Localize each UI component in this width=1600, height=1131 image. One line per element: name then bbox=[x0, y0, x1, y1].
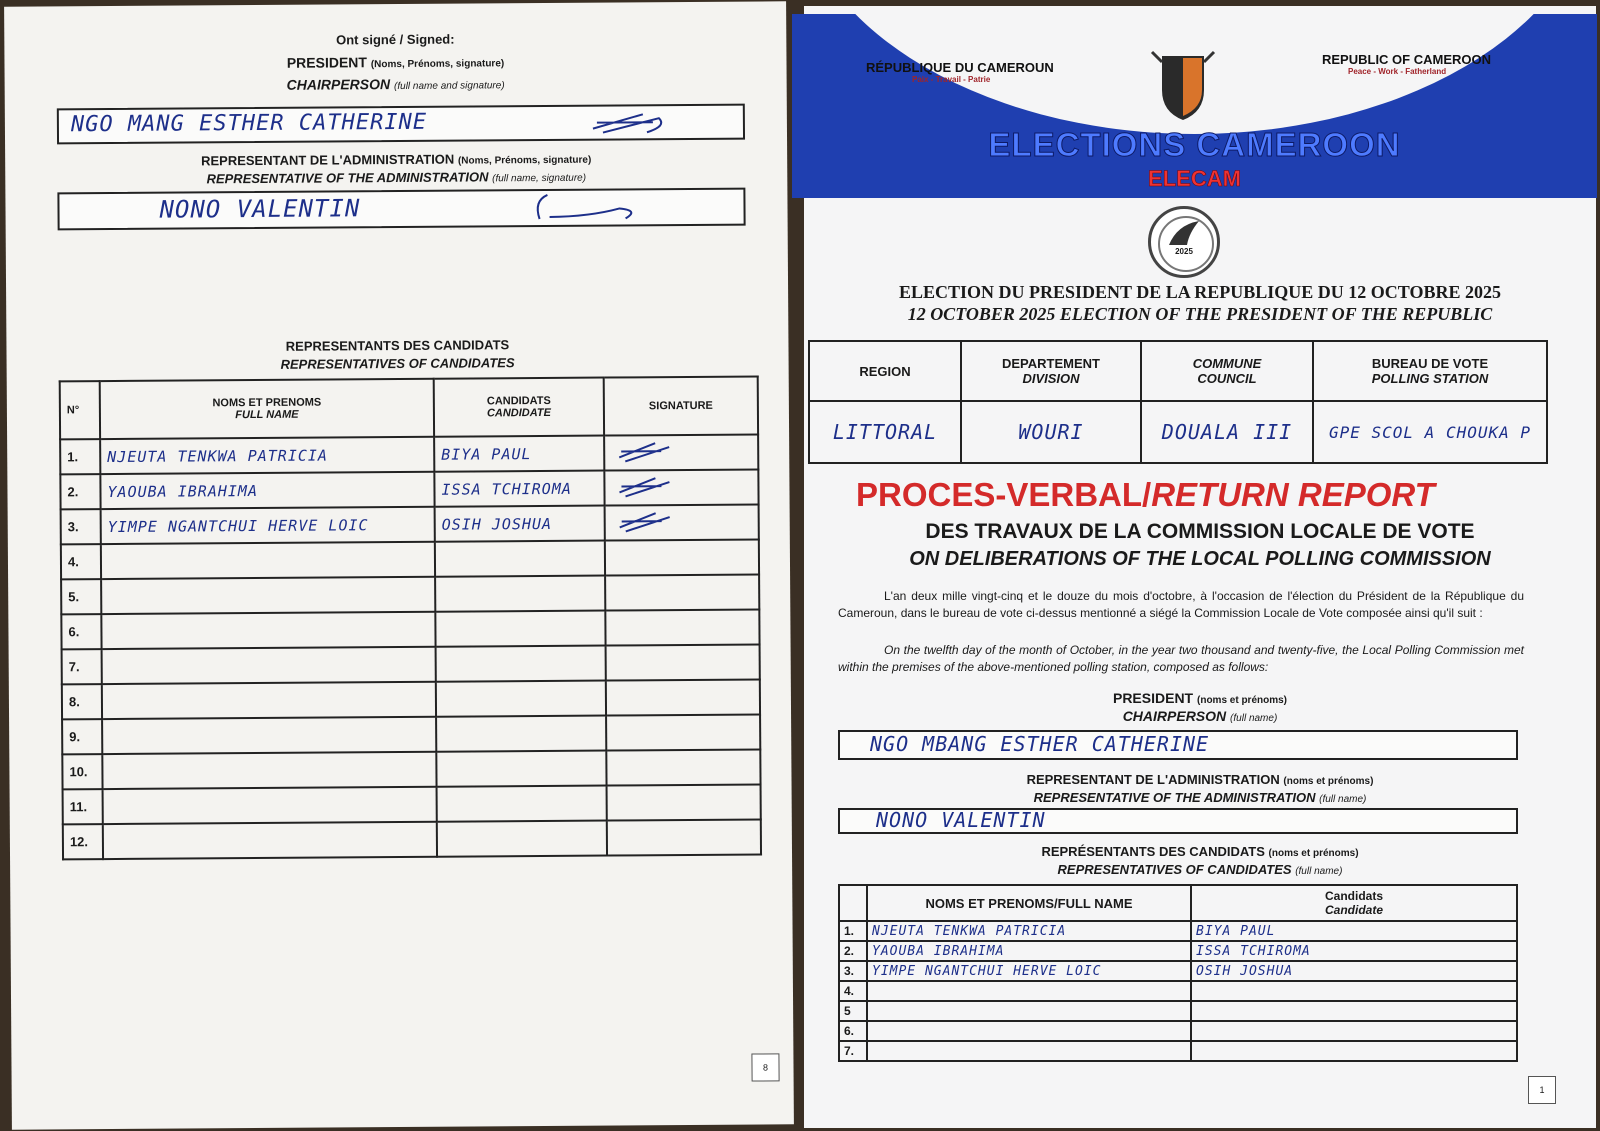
coat-of-arms-icon bbox=[1148, 50, 1218, 122]
table-row bbox=[61, 574, 759, 614]
admin-name-box bbox=[57, 188, 745, 231]
location-table bbox=[808, 340, 1548, 464]
row-full-name bbox=[102, 647, 436, 684]
row-signature bbox=[605, 539, 759, 575]
row-number: 11. bbox=[63, 789, 103, 824]
right-admin-name: NONO VALENTIN bbox=[876, 808, 1046, 832]
row-number: 7. bbox=[62, 649, 102, 684]
row-signature bbox=[606, 749, 760, 785]
row-candidate bbox=[1191, 1021, 1517, 1041]
row-candidate bbox=[436, 646, 606, 682]
right-president-box bbox=[838, 730, 1518, 760]
table-row bbox=[60, 434, 758, 474]
row-number: 1. bbox=[839, 921, 867, 941]
right-admin-label: REPRESENTANT DE L'ADMINISTRATION (noms et prénoms) bbox=[1026, 772, 1374, 787]
right-reps-table bbox=[838, 884, 1518, 1062]
row-candidate: BIYA PAUL bbox=[1191, 921, 1517, 941]
row-candidate bbox=[436, 716, 606, 752]
signature-mark bbox=[612, 509, 682, 533]
seal-year: 2025 bbox=[1175, 247, 1193, 256]
row-number: 12. bbox=[63, 824, 103, 859]
right-col-candidate-header: Candidats Candidate bbox=[1191, 885, 1517, 921]
table-row bbox=[839, 1041, 1517, 1061]
row-signature bbox=[605, 574, 759, 610]
row-full-name bbox=[867, 1021, 1191, 1041]
right-reps-label: REPRÉSENTANTS DES CANDIDATS (noms et prénoms) bbox=[1041, 844, 1359, 859]
table-row bbox=[63, 784, 761, 824]
table-row bbox=[839, 1001, 1517, 1021]
report-sub-fr: DES TRAVAUX DE LA COMMISSION LOCALE DE VOTE bbox=[925, 520, 1475, 543]
admin-label-en: REPRESENTATIVE OF THE ADMINISTRATION (full name, signature) bbox=[206, 169, 587, 187]
row-number: 8. bbox=[62, 684, 102, 719]
row-full-name: YIMPE NGANTCHUI HERVE LOIC bbox=[867, 961, 1191, 981]
signed-heading: Ont signé / Signed: bbox=[336, 31, 455, 48]
row-number: 2. bbox=[839, 941, 867, 961]
table-row bbox=[62, 749, 760, 789]
row-signature bbox=[606, 679, 760, 715]
row-signature bbox=[607, 819, 761, 855]
row-candidate: ISSA TCHIROMA bbox=[1191, 941, 1517, 961]
row-full-name bbox=[101, 577, 435, 614]
row-full-name bbox=[102, 752, 436, 789]
row-candidate bbox=[436, 751, 606, 787]
region-value: LITTORAL bbox=[809, 401, 961, 463]
row-number: 4. bbox=[839, 981, 867, 1001]
row-number: 3. bbox=[839, 961, 867, 981]
row-number: 6. bbox=[839, 1021, 867, 1041]
row-full-name bbox=[867, 1001, 1191, 1021]
row-full-name: YAOUBA IBRAHIMA bbox=[100, 472, 434, 509]
row-signature bbox=[607, 784, 761, 820]
row-number: 6. bbox=[61, 614, 101, 649]
row-signature bbox=[606, 644, 760, 680]
report-sub-en: ON DELIBERATIONS OF THE LOCAL POLLING COMMISSION bbox=[909, 548, 1491, 570]
row-full-name bbox=[101, 542, 435, 579]
left-page bbox=[4, 1, 794, 1129]
council-value: DOUALA III bbox=[1141, 401, 1313, 463]
intro-fr: L'an deux mille vingt-cinq et le douze du mois d'octobre, à l'occasion de l'élection du Président de la République du Cameroun, dans le bureau de vote ci-dessus mentionné a siégé la Commission Locale de Vote composée ainsi qu'il suit : bbox=[838, 589, 1524, 620]
table-row bbox=[839, 941, 1517, 961]
page-number: 8 bbox=[751, 1053, 779, 1081]
org-name: ELECTIONS CAMEROON bbox=[988, 126, 1401, 163]
region-label: REGION bbox=[809, 341, 961, 401]
col-name-header: NOMS ET PRENOMS FULL NAME bbox=[100, 379, 434, 439]
row-number: 4. bbox=[61, 544, 101, 579]
row-candidate: OSIH JOSHUA bbox=[1191, 961, 1517, 981]
row-signature bbox=[606, 714, 760, 750]
table-row bbox=[839, 961, 1517, 981]
intro-en: On the twelfth day of the month of October, in the year two thousand and twenty-five, the Local Polling Commission met within the premises of the above-mentioned polling station, composed as follows: bbox=[838, 643, 1524, 674]
row-candidate bbox=[437, 821, 607, 857]
org-acronym: ELECAM bbox=[1148, 166, 1241, 191]
admin-name: NONO VALENTIN bbox=[159, 194, 361, 224]
reps-heading: REPRESENTANTS DES CANDIDATS bbox=[285, 337, 510, 354]
chairperson-label: CHAIRPERSON (full name and signature) bbox=[286, 76, 505, 93]
election-title-en: 12 OCTOBER 2025 ELECTION OF THE PRESIDENT OF THE REPUBLIC bbox=[907, 304, 1493, 324]
col-signature-header: SIGNATURE bbox=[604, 376, 758, 435]
right-president-name: NGO MBANG ESTHER CATHERINE bbox=[870, 732, 1210, 756]
table-row bbox=[62, 714, 760, 754]
row-candidate bbox=[435, 611, 605, 647]
table-row bbox=[839, 981, 1517, 1001]
row-signature bbox=[604, 434, 758, 470]
table-row bbox=[839, 921, 1517, 941]
row-number: 5. bbox=[61, 579, 101, 614]
row-full-name bbox=[102, 717, 436, 754]
row-signature bbox=[605, 609, 759, 645]
col-no-header: N° bbox=[60, 381, 100, 439]
signature-mark bbox=[611, 474, 681, 498]
elecam-seal bbox=[1148, 206, 1220, 278]
row-full-name: NJEUTA TENKWA PATRICIA bbox=[100, 437, 434, 474]
row-number: 10. bbox=[62, 754, 102, 789]
president-name: NGO MANG ESTHER CATHERINE bbox=[70, 109, 428, 138]
row-full-name: YIMPE NGANTCHUI HERVE LOIC bbox=[101, 507, 435, 544]
table-row bbox=[62, 679, 760, 719]
row-full-name bbox=[103, 787, 437, 824]
table-row bbox=[62, 644, 760, 684]
right-page bbox=[804, 6, 1596, 1128]
row-candidate bbox=[1191, 1041, 1517, 1061]
row-full-name: NJEUTA TENKWA PATRICIA bbox=[867, 921, 1191, 941]
right-page-number: 1 bbox=[1528, 1076, 1556, 1104]
division-value: WOURI bbox=[961, 401, 1141, 463]
row-full-name bbox=[867, 981, 1191, 1001]
row-candidate bbox=[1191, 981, 1517, 1001]
table-row bbox=[63, 819, 761, 859]
right-col-name-header: NOMS ET PRENOMS/FULL NAME bbox=[867, 885, 1191, 921]
row-full-name bbox=[102, 682, 436, 719]
row-candidate bbox=[1191, 1001, 1517, 1021]
admin-signature bbox=[529, 190, 659, 223]
row-candidate: ISSA TCHIROMA bbox=[434, 471, 604, 507]
row-number: 3. bbox=[61, 509, 101, 544]
president-name-box bbox=[57, 104, 745, 145]
header-banner bbox=[792, 14, 1597, 198]
signature-mark bbox=[611, 439, 681, 463]
right-admin-box bbox=[838, 808, 1518, 834]
report-title: PROCES-VERBAL/RETURN REPORT bbox=[856, 476, 1435, 513]
row-number: 1. bbox=[60, 439, 100, 474]
seal-bird-icon bbox=[1167, 219, 1201, 247]
left-reps-table bbox=[59, 375, 762, 860]
row-full-name bbox=[101, 612, 435, 649]
row-full-name bbox=[103, 822, 437, 859]
table-row bbox=[61, 504, 759, 544]
row-candidate bbox=[435, 576, 605, 612]
row-candidate bbox=[437, 786, 607, 822]
president-label: PRESIDENT (Noms, Prénoms, signature) bbox=[286, 54, 505, 71]
right-reps-label-en: REPRESENTATIVES OF CANDIDATES (full name) bbox=[1057, 862, 1343, 877]
right-admin-label-en: REPRESENTATIVE OF THE ADMINISTRATION (full name) bbox=[1033, 790, 1367, 805]
row-number: 7. bbox=[839, 1041, 867, 1061]
table-row bbox=[61, 539, 759, 579]
row-number: 2. bbox=[60, 474, 100, 509]
col-candidate-header: CANDIDATS CANDIDATE bbox=[434, 378, 604, 437]
right-president-label: PRESIDENT (noms et prénoms) bbox=[1112, 690, 1288, 706]
row-number: 9. bbox=[62, 719, 102, 754]
president-signature bbox=[583, 108, 673, 137]
row-signature bbox=[605, 504, 759, 540]
table-row bbox=[839, 1021, 1517, 1041]
row-candidate bbox=[436, 681, 606, 717]
admin-label: REPRESENTANT DE L'ADMINISTRATION (Noms, Prénoms, signature) bbox=[201, 151, 592, 169]
council-label: COMMUNE COUNCIL bbox=[1141, 341, 1313, 401]
station-value: GPE SCOL A CHOUKA P bbox=[1313, 401, 1547, 463]
row-signature bbox=[604, 469, 758, 505]
row-full-name bbox=[867, 1041, 1191, 1061]
station-label: BUREAU DE VOTE POLLING STATION bbox=[1313, 341, 1547, 401]
reps-heading-en: REPRESENTATIVES OF CANDIDATES bbox=[280, 355, 515, 372]
row-full-name: YAOUBA IBRAHIMA bbox=[867, 941, 1191, 961]
right-chairperson-label: CHAIRPERSON (full name) bbox=[1122, 708, 1278, 724]
row-number: 5 bbox=[839, 1001, 867, 1021]
country-en: REPUBLIC OF CAMEROON Peace - Work - Fatherland bbox=[1322, 52, 1491, 76]
election-title-fr: ELECTION DU PRESIDENT DE LA REPUBLIQUE DU 12 OCTOBRE 2025 bbox=[899, 282, 1501, 302]
table-row bbox=[60, 469, 758, 509]
row-candidate bbox=[435, 541, 605, 577]
row-candidate: BIYA PAUL bbox=[434, 436, 604, 472]
division-label: DEPARTEMENT DIVISION bbox=[961, 341, 1141, 401]
table-row bbox=[61, 609, 759, 649]
row-candidate: OSIH JOSHUA bbox=[435, 506, 605, 542]
country-fr: RÉPUBLIQUE DU CAMEROUN Paix - Travail - Patrie bbox=[866, 60, 1054, 84]
